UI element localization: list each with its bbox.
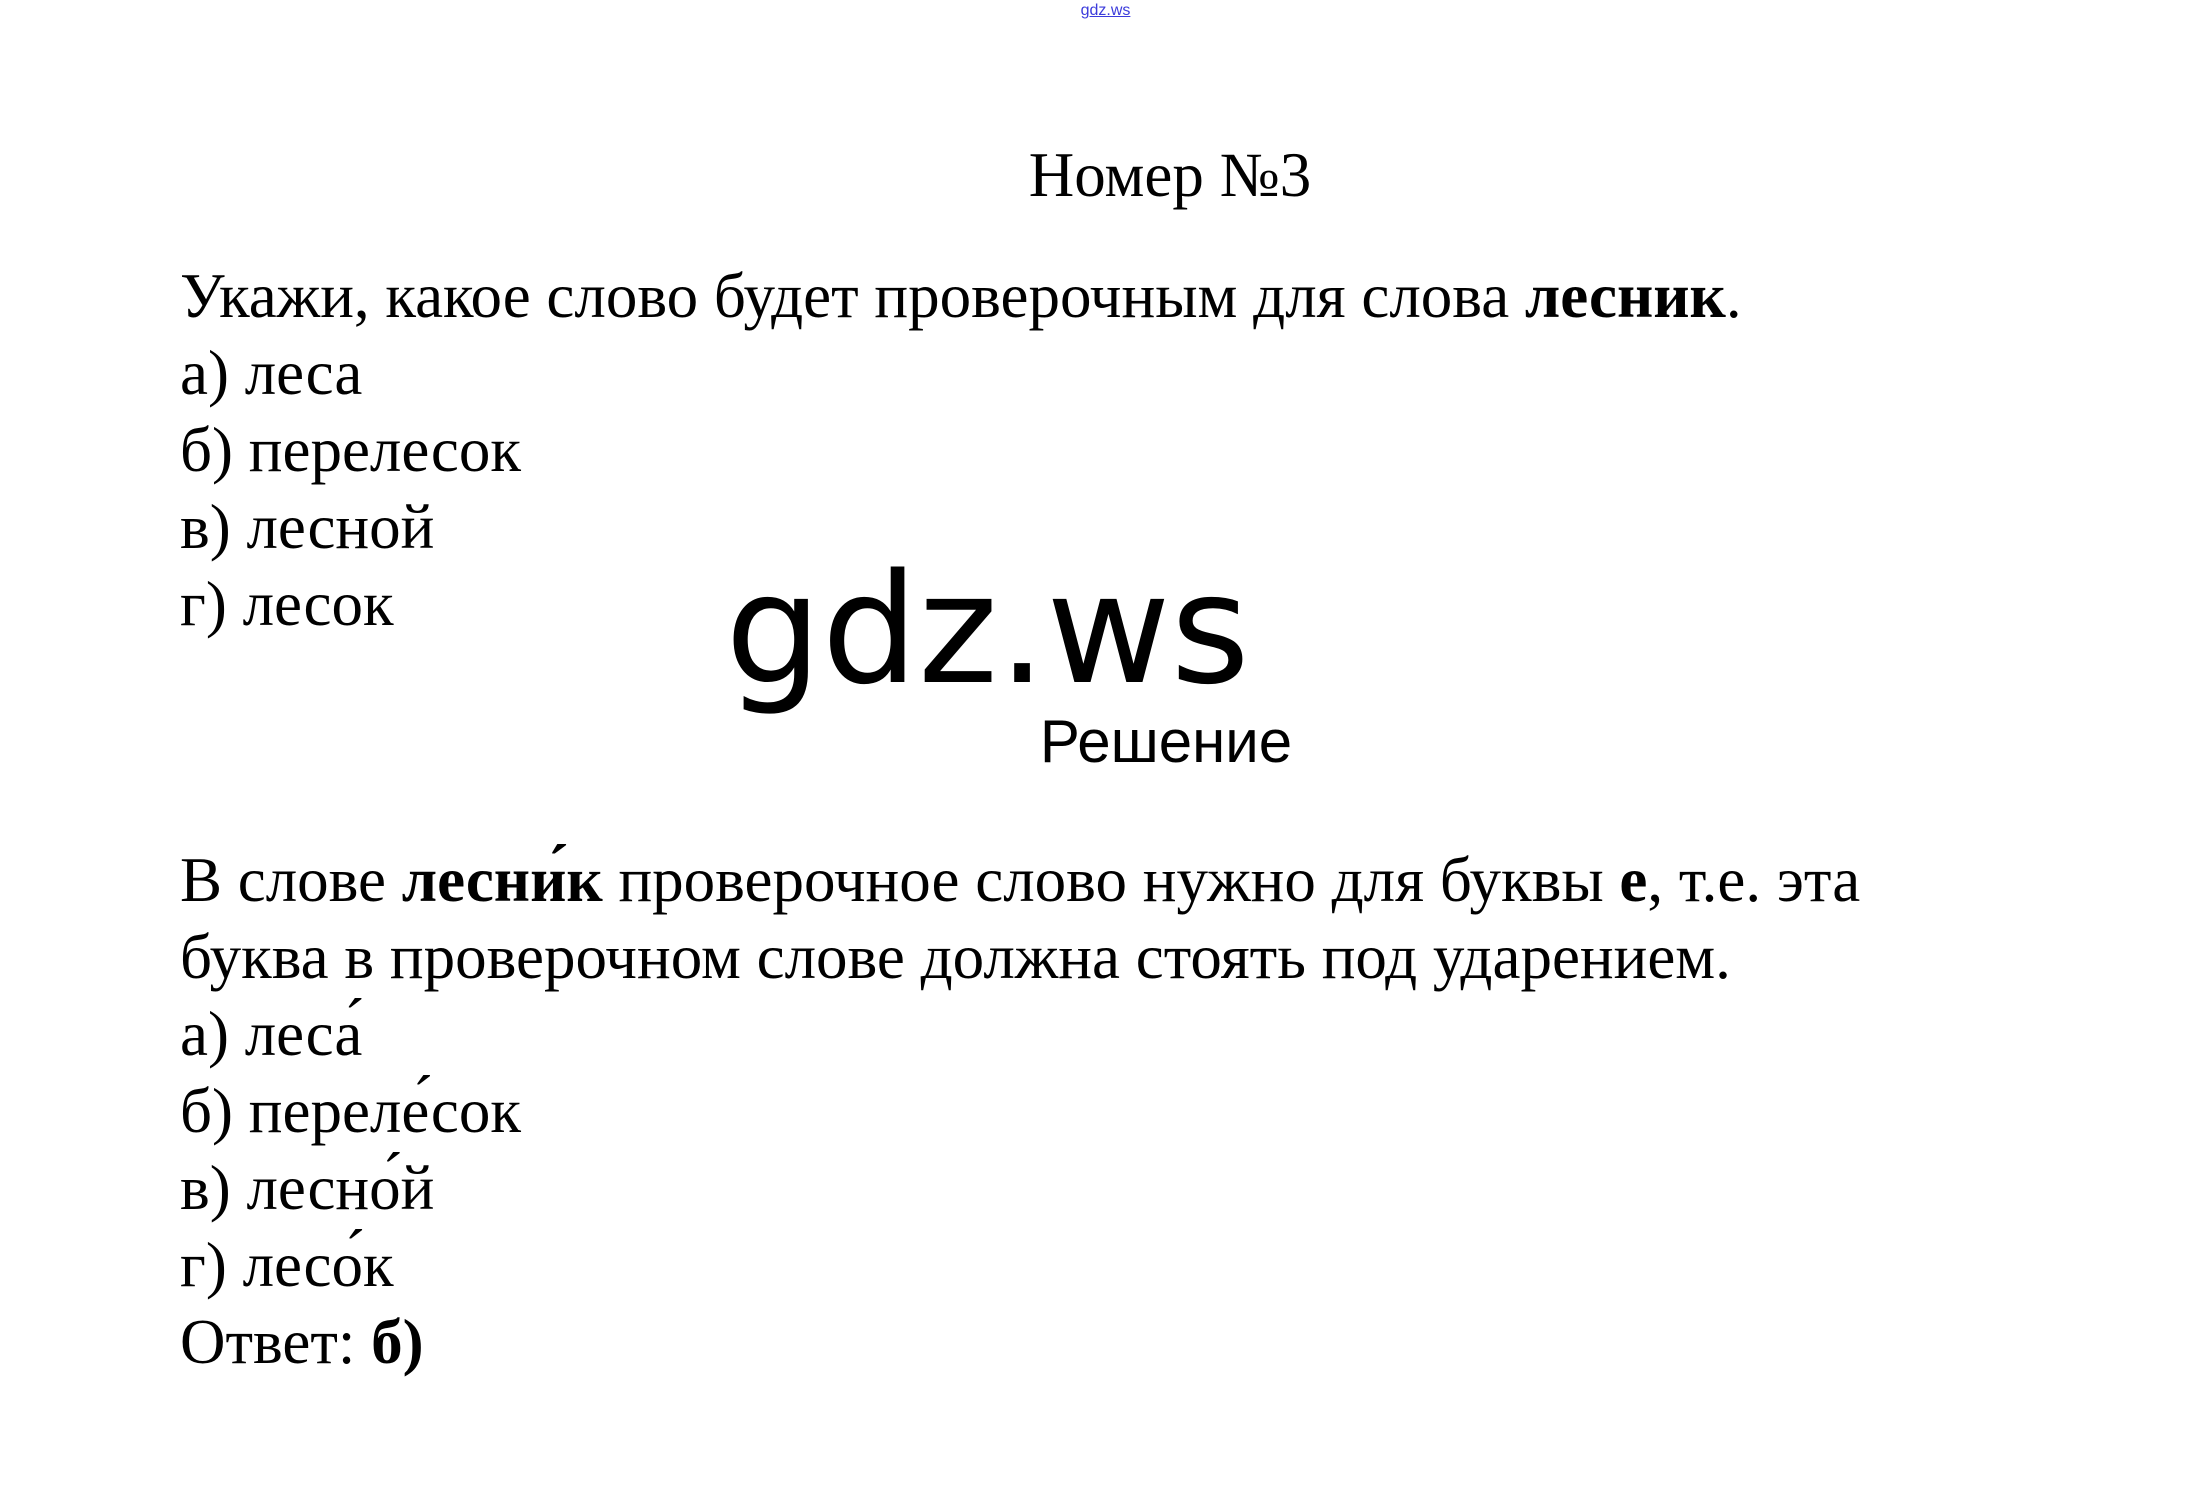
solution-option-b: б) переле́сок — [180, 1076, 521, 1146]
solution-line-1 — [180, 842, 1860, 919]
center-watermark: gdz.ws — [725, 541, 1250, 718]
question-target-word: лесник — [1524, 261, 1726, 331]
question-option-c: в) лесной — [180, 492, 435, 562]
answer-line — [180, 1304, 1860, 1381]
question-option-a: а) леса — [180, 338, 363, 408]
answer-label: Ответ: — [180, 1307, 372, 1377]
solution-target-word: лесни́к — [401, 845, 603, 915]
question-option-d: г) лесок — [180, 569, 394, 639]
question-prompt-text: Укажи, какое слово будет проверочным для слова — [180, 261, 1525, 331]
question-option-b: б) перелесок — [180, 415, 521, 485]
question-prompt — [180, 258, 1742, 335]
question-prompt-end: . — [1725, 261, 1742, 331]
solution-block — [180, 842, 1860, 1381]
answer-value: б) — [371, 1307, 424, 1377]
solution-line-2: буква в проверочном слове должна стоять под ударением. — [180, 922, 1731, 992]
solution-line-1-middle: проверочное слово нужно для буквы — [602, 845, 1620, 915]
solution-line-1-start: В слове — [180, 845, 402, 915]
solution-line-1-end: , т.е. эта — [1647, 845, 1861, 915]
top-watermark-link[interactable]: gdz.ws — [1080, 2, 1131, 19]
solution-letter: е — [1619, 845, 1648, 915]
solution-option-a: а) леса́ — [180, 999, 363, 1069]
solution-heading: Решение — [1039, 708, 1293, 775]
page-title: Номер №3 — [1028, 140, 1312, 210]
solution-option-d: г) лесо́к — [180, 1230, 394, 1300]
solution-option-c: в) лесно́й — [180, 1153, 435, 1223]
